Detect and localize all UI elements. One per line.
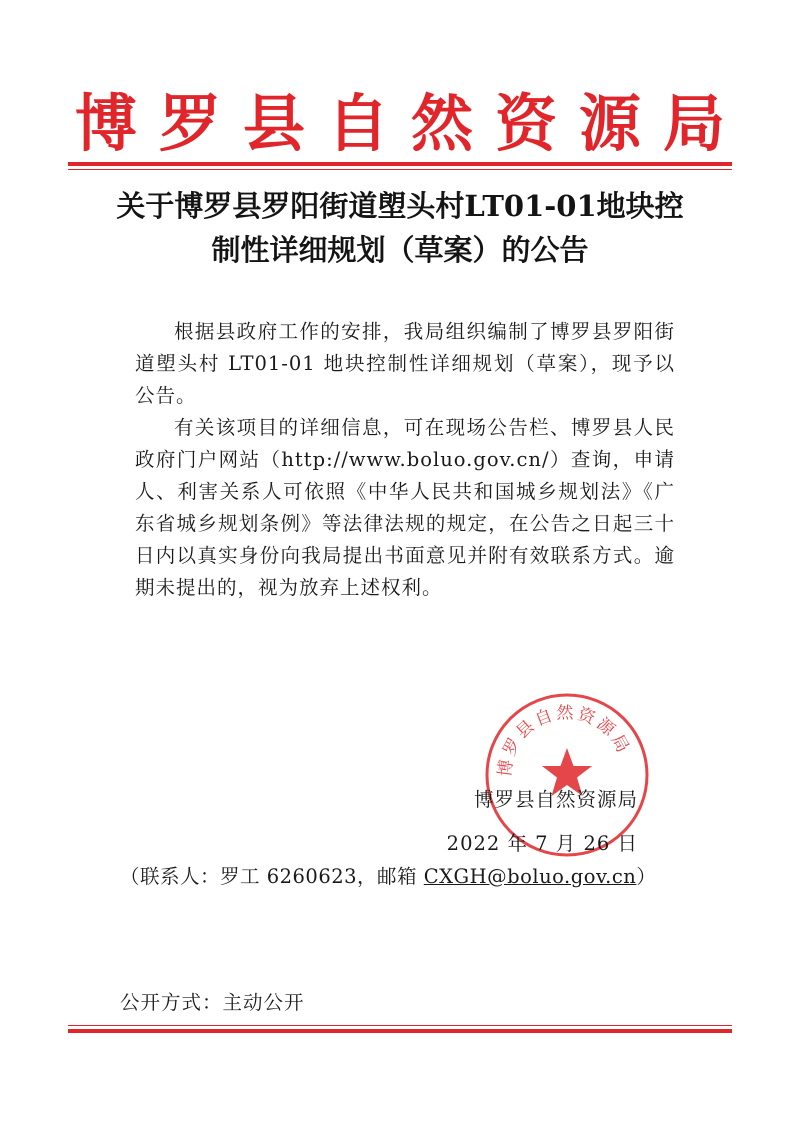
notice-title-line-2: 制性详细规划（草案）的公告	[211, 233, 589, 267]
contact-line	[120, 862, 656, 892]
issuer-name: 博罗县自然资源局	[473, 788, 638, 811]
body-paragraph-2: 有关该项目的详细信息，可在现场公告栏、博罗县人民政府门户网站（http://www.boluo.gov.cn/）查询，申请人、利害关系人可依照《中华人民共和国城乡规划法》《广东省城乡规划条例》等法律法规的规定，在公告之日起三十日内以真实身份向我局提出书面意见并附有效联系方式。逾期未提出的，视为放弃上述权利。	[135, 416, 675, 599]
seal-text: 博罗县自然资源局	[495, 703, 634, 778]
agency-header-title: 博罗县自然资源局	[74, 87, 747, 160]
footer-red-rule-thick	[68, 1029, 732, 1033]
notice-title	[100, 184, 700, 272]
notice-title-line-1: 关于博罗县罗阳街道塱头村LT01-01地块控	[116, 189, 684, 223]
contact-email-link[interactable]: CXGH@boluo.gov.cn	[423, 865, 637, 888]
issue-date: 2022 年 7 月 26 日	[446, 832, 638, 855]
contact-suffix: ）	[636, 865, 657, 888]
signature-block	[447, 778, 638, 866]
header-red-rule-thin	[68, 169, 732, 170]
disclosure-method: 公开方式：主动公开	[120, 991, 305, 1014]
contact-prefix: （联系人：罗工 6260623，邮箱	[120, 865, 424, 888]
header-red-rule-thick	[68, 162, 732, 166]
body-paragraph-1: 根据县政府工作的安排，我局组织编制了博罗县罗阳街道塱头村 LT01-01 地块控制性详细规划（草案），现予以公告。	[135, 320, 675, 407]
footer-red-rule-thin	[68, 1025, 732, 1026]
notice-body	[135, 316, 675, 604]
